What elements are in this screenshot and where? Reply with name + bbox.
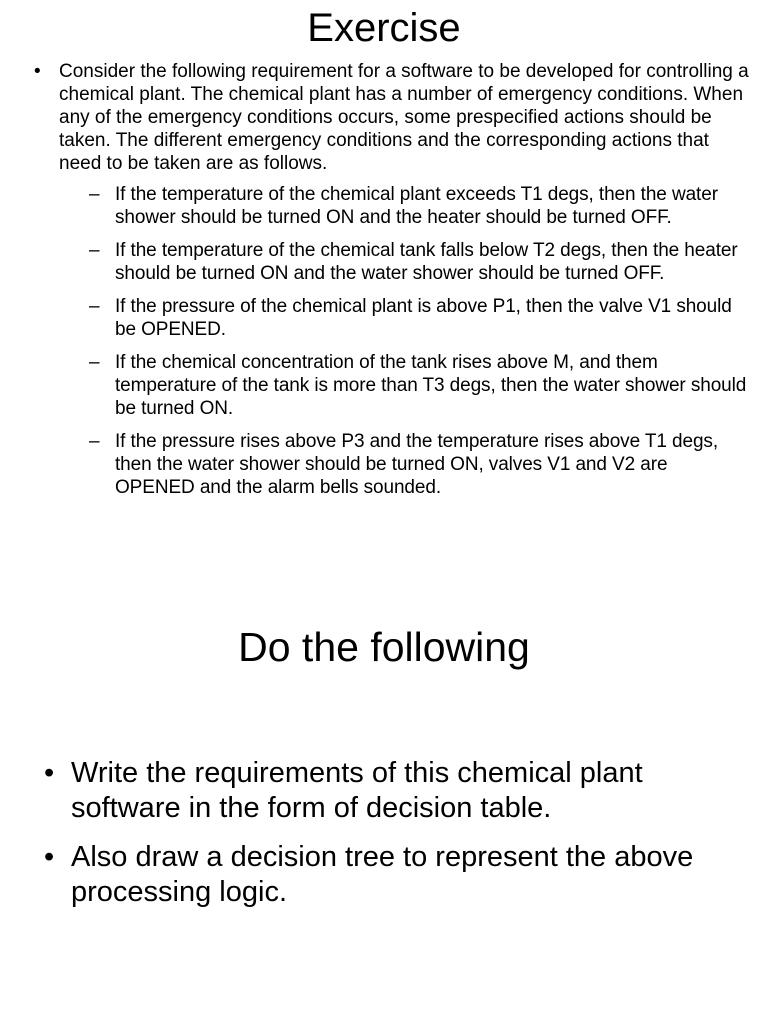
intro-text: Consider the following requirement for a software to be developed for controlling a chemical plant. The chemical plant has a number of emergency conditions. When any of the emergency conditions occurs, some prespecified actions should be taken. The different emergency conditions and the corresponding actions that need to be taken are as follows. xyxy=(59,61,749,174)
condition-item xyxy=(59,183,750,229)
dash-icon: – xyxy=(89,352,100,373)
condition-text: If the temperature of the chemical plant exceeds T1 degs, then the water shower should be turned ON and the heater should be turned OFF. xyxy=(115,184,718,228)
intro-bullet xyxy=(34,60,750,499)
dash-icon: – xyxy=(89,240,100,261)
conditions-list xyxy=(59,183,750,499)
bullet-icon: • xyxy=(44,841,55,873)
bullet-icon: • xyxy=(44,757,55,789)
condition-item xyxy=(59,351,750,420)
bullet-icon: • xyxy=(34,61,41,82)
dash-icon: – xyxy=(89,431,100,452)
condition-text: If the temperature of the chemical tank falls below T2 degs, then the heater should be turned ON and the water shower should be turned OFF. xyxy=(115,240,738,284)
do-following-title: Do the following xyxy=(238,624,530,670)
task-text: Write the requirements of this chemical plant software in the form of decision table. xyxy=(71,757,643,824)
tasks-list xyxy=(44,756,734,924)
task-item xyxy=(44,756,734,826)
dash-icon: – xyxy=(89,296,100,317)
condition-text: If the pressure of the chemical plant is above P1, then the valve V1 should be OPENED. xyxy=(115,296,732,340)
dash-icon: – xyxy=(89,184,100,205)
condition-item xyxy=(59,239,750,285)
task-item xyxy=(44,840,734,910)
exercise-title: Exercise xyxy=(307,6,461,50)
task-text: Also draw a decision tree to represent the above processing logic. xyxy=(71,841,694,908)
condition-item xyxy=(59,295,750,341)
condition-text: If the pressure rises above P3 and the temperature rises above T1 degs, then the water shower should be turned ON, valves V1 and V2 are OPENED and the alarm bells sounded. xyxy=(115,431,719,498)
exercise-content xyxy=(34,60,750,509)
condition-item xyxy=(59,430,750,499)
condition-text: If the chemical concentration of the tank rises above M, and them temperature of the tank is more than T3 degs, then the water shower should be turned ON. xyxy=(115,352,747,419)
